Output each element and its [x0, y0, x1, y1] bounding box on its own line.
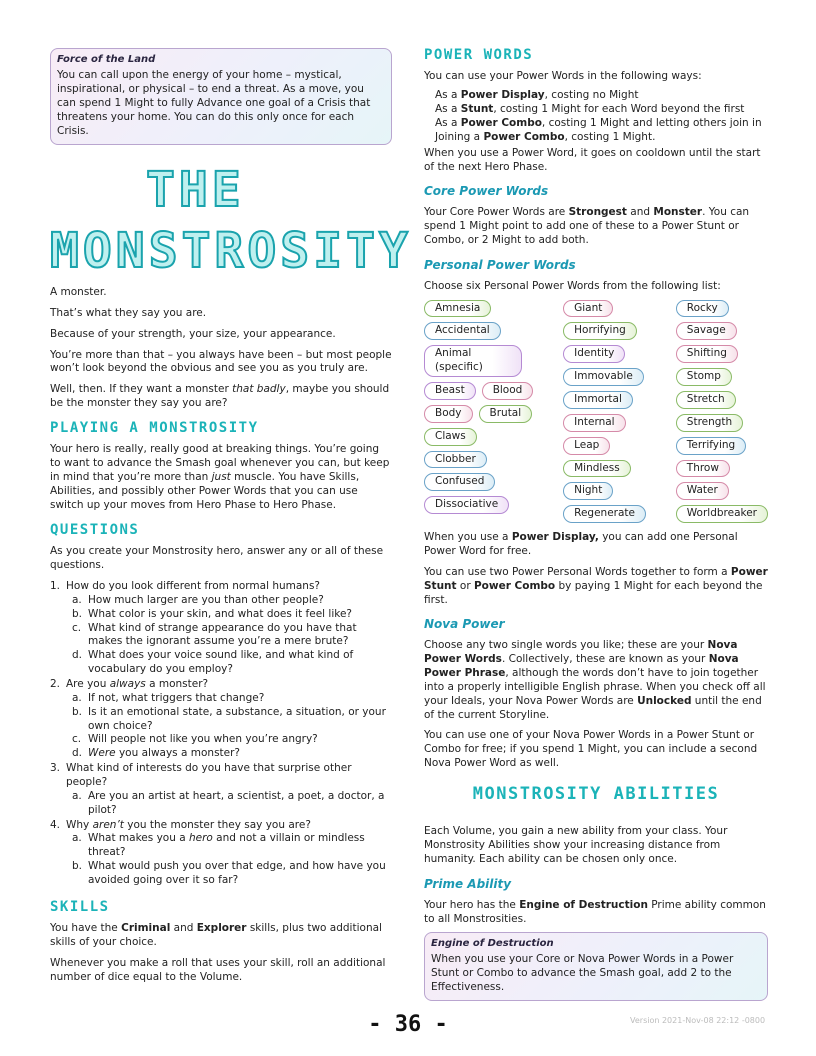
list-item: As a Power Display, costing no Might — [435, 89, 639, 102]
prime-paragraph: Your hero has the Engine of Destruction Prime ability common to all Monstrosities. — [424, 898, 766, 925]
list-item: c. What kind of strange appearance do you have that makes the ignorant assume you’re a mere brute? — [72, 621, 357, 648]
power-word-pill: Dissociative — [424, 496, 509, 514]
power-word-pill: Immovable — [563, 368, 644, 386]
list-item: 3. What kind of interests do you have that surprise other people? a. Are you an artist at heart, a scientist, a poet, a doctor, a pilot? — [50, 762, 392, 817]
force-of-the-land-box — [50, 48, 392, 145]
skills-heading: SKILLS — [50, 898, 110, 915]
list-item: As a Power Combo, costing 1 Might and letting others join in — [435, 117, 762, 130]
power-words-heading: POWER WORDS — [424, 47, 534, 63]
engine-box-text: When you use your Core or Nova Power Words in a Power Stunt or Combo to advance the Smash goal, add 2 to the Effectiveness. — [431, 952, 734, 993]
power-word-pill: Regenerate — [563, 505, 646, 523]
cooldown-paragraph: When you use a Power Word, it goes on cooldown until the start of the next Hero Phase. — [424, 146, 761, 173]
core-power-words-heading: Core Power Words — [424, 184, 549, 199]
force-box-title: Force of the Land — [57, 54, 156, 65]
power-word-pill: Identity — [563, 345, 625, 363]
skills-paragraph: You have the Criminal and Explorer skills, plus two additional skills of your choice. — [50, 922, 382, 949]
power-word-pill: Immortal — [563, 391, 633, 409]
power-word-pill: Throw — [676, 460, 730, 478]
playing-paragraph: Your hero is really, really good at breaking things. You’re going to want to advance the Smash goal whenever you can, but keep in mind that you’re more than just muscle. You have Skills, Abilities, and possibly other Power Words that you can use switch up your moves from Hero Phase to Hero Phase. — [50, 443, 390, 511]
right-column — [424, 46, 768, 1001]
word-column-2 — [563, 300, 646, 524]
intro-paragraph: A monster. — [50, 286, 107, 298]
left-column — [50, 48, 392, 145]
intro-paragraph: That’s what they say you are. — [50, 306, 207, 319]
list-item: b. Is it an emotional state, a substance, a situation, or your own choice? — [72, 705, 386, 732]
power-word-pill: Savage — [676, 322, 737, 340]
abilities-paragraph: Each Volume, you gain a new ability from your class. Your Monstrosity Abilities show your increasing distance from humanity. Each ability can be chosen only once. — [424, 825, 728, 866]
engine-of-destruction-box — [424, 932, 768, 1002]
power-word-pill: Shifting — [676, 345, 738, 363]
skills-dice-paragraph: Whenever you make a roll that uses your skill, roll an additional number of dice equal to the Volume. — [50, 957, 386, 983]
list-item: d. Were you always a monster? — [72, 747, 241, 760]
stunt-paragraph: You can use two Power Personal Words together to form a Power Stunt or Power Combo by paying 1 Might for each beyond the first. — [424, 565, 768, 606]
playing-heading: PLAYING A MONSTROSITY — [50, 420, 259, 437]
power-word-pill: Stretch — [676, 391, 736, 409]
personal-intro: Choose six Personal Power Words from the following list: — [424, 279, 721, 292]
page-number: - 36 - — [368, 1012, 448, 1037]
personal-power-words-heading: Personal Power Words — [424, 257, 576, 272]
power-word-pill: Blood — [482, 382, 534, 400]
prime-ability-heading: Prime Ability — [424, 877, 512, 892]
list-item: b. What color is your skin, and what does it feel like? — [72, 607, 352, 620]
nova-power-heading: Nova Power — [424, 617, 505, 632]
intro-paragraph: Well, then. If they want a monster that badly, maybe you should be the monster they say you are? — [50, 383, 390, 410]
list-item: 4. Why aren’t you the monster they say you are? a. What makes you a hero and not a villain or mindless threat? b. What would push you over that edge, and how have you avoided going over it so far? — [50, 819, 392, 888]
word-column-3 — [676, 300, 768, 524]
nova-paragraph-2: You can use one of your Nova Power Words in a Power Stunt or Combo for free; if you spend 1 Might, you can include a second Nova Power Word as well. — [424, 729, 758, 770]
version-stamp: Version 2021-Nov-08 22:12 -0800 — [630, 1016, 766, 1025]
list-item: b. What would push you over that edge, and how have you avoided going over it so far? — [72, 860, 386, 887]
word-column-1 — [424, 300, 533, 524]
power-word-pill: Body — [424, 405, 473, 423]
intro-paragraph: You’re more than that – you always have been – but most people won’t look beyond the obvious and see you as you truly are. — [50, 348, 392, 375]
power-word-pill: Horrifying — [563, 322, 637, 340]
power-word-pill: Internal — [563, 414, 625, 432]
power-word-pill: Animal (specific) — [424, 345, 522, 377]
power-words-intro: You can use your Power Words in the following ways: — [424, 70, 702, 83]
power-word-uses — [424, 89, 768, 144]
nova-paragraph: Choose any two single words you like; these are your Nova Power Words. Collectively, these are known as your Nova Power Phrase, although the words don’t have to join together into a properly intelligible English phrase. When you check off all your Ideals, your Nova Power Words are Unlocked until the end of the current Storyline. — [424, 639, 766, 721]
power-word-pill: Rocky — [676, 300, 729, 318]
power-word-pill: Confused — [424, 473, 495, 491]
left-column-body — [50, 286, 392, 992]
list-item: 2. Are you always a monster? a. If not, what triggers that change? b. Is it an emotional state, a substance, a situation, or your own choice? c. Will people not like you when you’re angry? d. Were you always a monster? — [50, 678, 392, 761]
force-box-text: You can call upon the energy of your home – mystical, inspirational, or physical – to end a threat. As a move, you can spend 1 Might to fully Advance one goal of a Crisis that threatens your home. You can do this only once for each Crisis. — [57, 69, 371, 137]
list-item: c. Will people not like you when you’re angry? — [72, 733, 318, 746]
engine-box-title: Engine of Destruction — [431, 937, 554, 949]
list-item: 1. How do you look different from normal humans? a. How much larger are you than other people? b. What color is your skin, and what does it feel like? c. What kind of strange appearance do you have that makes the ignorant assume you’re a mere brute? d. What does your voice sound like, and what kind of vocabulary do you employ? — [50, 580, 392, 677]
title-line-1: THE — [146, 162, 245, 218]
questions-list — [50, 580, 392, 888]
power-word-pill: Worldbreaker — [676, 505, 768, 523]
power-word-pill: Strength — [676, 414, 743, 432]
questions-heading: QUESTIONS — [50, 521, 140, 538]
core-paragraph: Your Core Power Words are Strongest and Monster. You can spend 1 Might point to add one of these to a Power Stunt or Combo, or 2 Might to add both. — [424, 206, 750, 247]
power-word-pill: Stomp — [676, 368, 732, 386]
list-item: Joining a Power Combo, costing 1 Might. — [435, 130, 656, 143]
power-word-list — [424, 300, 768, 524]
abilities-heading: MONSTROSITY ABILITIES — [472, 784, 720, 805]
power-word-pill: Giant — [563, 300, 613, 318]
list-item: As a Stunt, costing 1 Might for each Word beyond the first — [435, 103, 745, 116]
power-word-pill: Clobber — [424, 451, 487, 469]
display-paragraph: When you use a Power Display, you can add one Personal Power Word for free. — [424, 531, 738, 558]
power-word-pill: Accidental — [424, 322, 501, 340]
list-item: a. What makes you a hero and not a villain or mindless threat? — [72, 832, 365, 859]
questions-intro: As you create your Monstrosity hero, answer any or all of these questions. — [50, 545, 384, 572]
power-word-pill: Brutal — [479, 405, 533, 423]
power-word-pill: Mindless — [563, 460, 631, 478]
intro-paragraph: Because of your strength, your size, your appearance. — [50, 327, 336, 340]
power-word-pill: Terrifying — [676, 437, 746, 455]
list-item: a. If not, what triggers that change? — [72, 691, 265, 704]
title-line-2: MONSTROSITY — [50, 227, 420, 275]
list-item: d. What does your voice sound like, and what kind of vocabulary do you employ? — [72, 649, 354, 676]
power-word-pill: Leap — [563, 437, 610, 455]
list-item: a. Are you an artist at heart, a scientist, a poet, a doctor, a pilot? — [72, 789, 385, 816]
list-item: a. How much larger are you than other people? — [72, 593, 324, 606]
power-word-pill: Amnesia — [424, 300, 491, 318]
power-word-pill: Water — [676, 482, 729, 500]
power-word-pill: Beast — [424, 382, 476, 400]
power-word-pill: Claws — [424, 428, 477, 446]
power-word-pill: Night — [563, 482, 613, 500]
